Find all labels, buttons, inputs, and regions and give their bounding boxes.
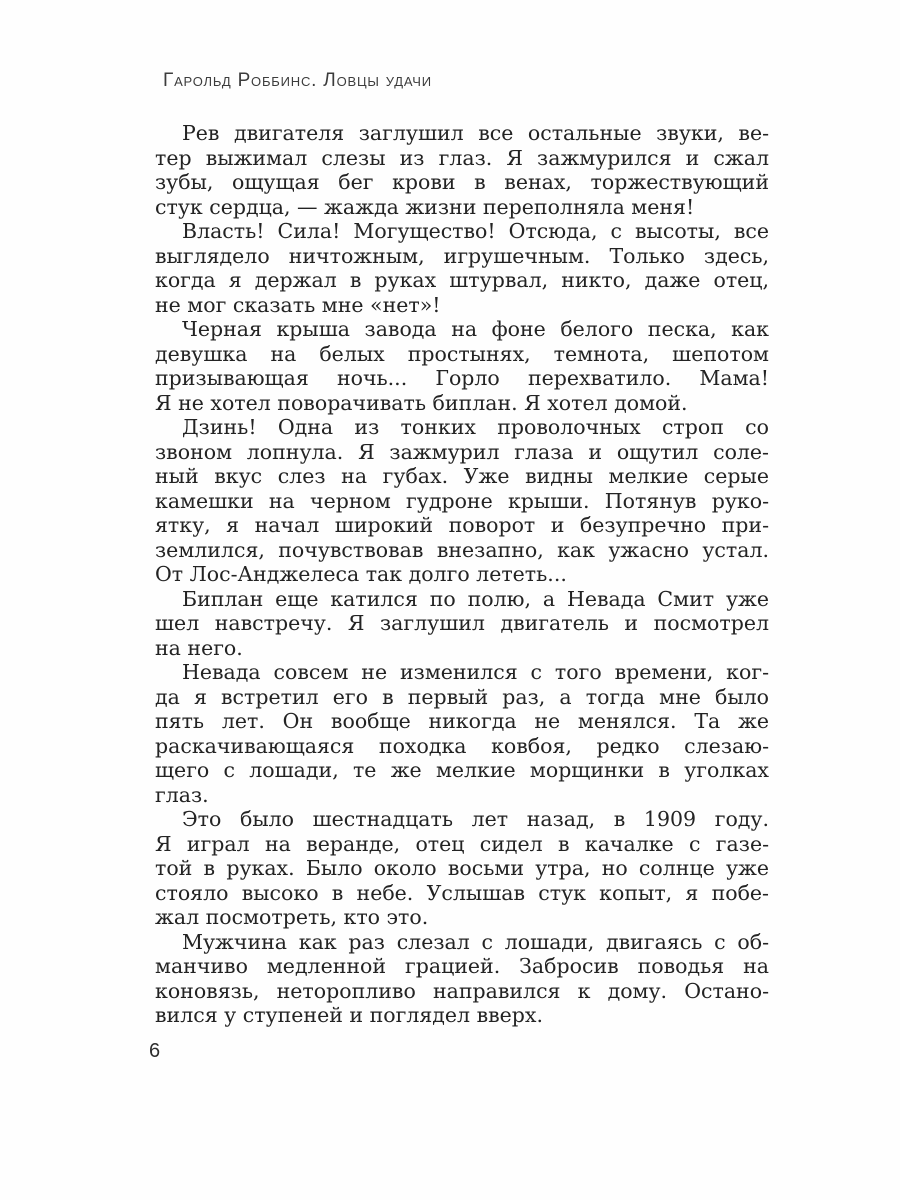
text-line: Невада совсем не изменился с того времени, ког- [182, 660, 769, 684]
page-number: 6 [149, 1040, 161, 1062]
paragraph [155, 930, 769, 1028]
text-line: стояло высоко в небе. Услышав стук копыт, я побе- [155, 880, 769, 905]
text-line: девушка на белых простынях, темнота, шепотом [155, 341, 769, 366]
paragraph [155, 660, 769, 807]
text-line: От Лос-Анджелеса так долго лететь... [155, 562, 567, 586]
text-line: вился у ступеней и поглядел вверх. [155, 1003, 543, 1027]
text-line: ятку, я начал широкий поворот и безупречно при- [155, 513, 769, 537]
paragraph [155, 415, 769, 587]
text-line: коновязь, неторопливо направился к дому. Остано- [155, 978, 769, 1003]
text-line: на него. [155, 635, 243, 660]
text-line: тер выжимал слезы из глаз. Я зажмурился и сжал [155, 145, 769, 170]
text-line: когда я держал в руках штурвал, никто, даже отец, [155, 268, 769, 292]
text-line: жал посмотреть, кто это. [155, 905, 429, 929]
text-line: Черная крыша завода на фоне белого песка, как [182, 317, 769, 341]
text-line: звоном лопнула. Я зажмурил глаза и ощутил соле- [155, 439, 769, 464]
text-line: той в руках. Было около восьми утра, но солнце уже [155, 856, 769, 880]
text-line: да я встретил его в первый раз, а тогда мне было [155, 684, 769, 709]
text-line: Дзинь! Одна из тонких проволочных строп со [182, 415, 769, 439]
text-line: Мужчина как раз слезал с лошади, двигаясь с об- [182, 929, 769, 954]
text-line: Рев двигателя заглушил все остальные звуки, ве- [182, 121, 769, 145]
text-line: щего с лошади, те же мелкие морщинки в уголках [155, 758, 769, 782]
text-line: раскачивающаяся походка ковбоя, редко слезаю- [155, 733, 769, 758]
text-line: ный вкус слез на губах. Уже видны мелкие серые [155, 464, 769, 488]
paragraph [155, 121, 769, 219]
paragraph [155, 317, 769, 415]
text-line: глаз. [155, 782, 209, 807]
paragraph [155, 587, 769, 661]
paragraph [155, 219, 769, 317]
paragraph [155, 807, 769, 930]
text-line: не мог сказать мне «нет»! [155, 292, 441, 317]
text-line: зубы, ощущая бег крови в венах, торжествующий [155, 170, 769, 194]
text-line: Биплан еще катился по полю, а Невада Смит уже [182, 586, 769, 611]
text-line: стук сердца, — жажда жизни переполняла меня! [155, 194, 695, 219]
text-line: Я не хотел поворачивать биплан. Я хотел домой. [155, 390, 688, 415]
text-line: манчиво медленной грацией. Забросив поводья на [155, 954, 769, 978]
text-line: Власть! Сила! Могущество! Отсюда, с высоты, все [182, 219, 769, 243]
text-line: выглядело ничтожным, игрушечным. Только здесь, [155, 243, 769, 268]
running-header: Гарольд Роббинс. Ловцы удачи [163, 70, 432, 91]
text-line: шел навстречу. Я заглушил двигатель и посмотрел [155, 611, 769, 635]
text-line: Я играл на веранде, отец сидел в качалке с газе- [155, 831, 769, 856]
text-line: землился, почувствовав внезапно, как ужасно устал. [155, 537, 769, 562]
text-line: пять лет. Он вообще никогда не менялся. Та же [155, 709, 769, 733]
text-line: камешки на черном гудроне крыши. Потянув руко- [155, 488, 769, 513]
text-line: призывающая ночь... Горло перехватило. Мама! [155, 366, 769, 390]
text-line: Это было шестнадцать лет назад, в 1909 году. [182, 807, 769, 831]
page-text [155, 121, 769, 1028]
